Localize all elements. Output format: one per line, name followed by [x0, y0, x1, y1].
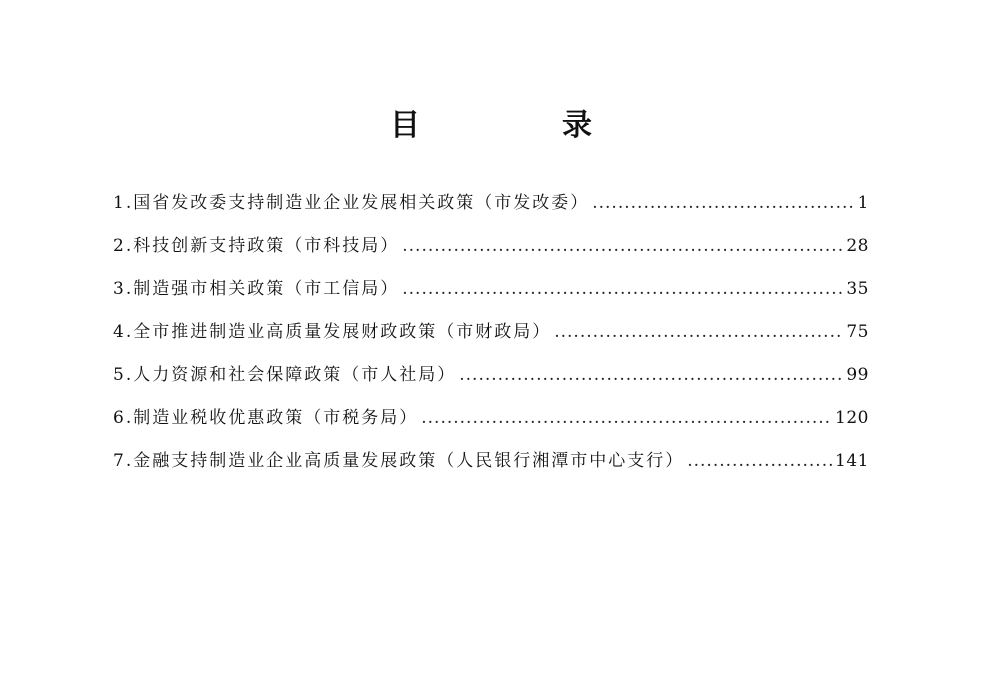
toc-page-number: 141	[835, 451, 869, 471]
toc-leader-dots	[459, 354, 843, 397]
toc-item-2[interactable]	[113, 225, 869, 268]
toc-item-label: 7.金融支持制造业企业高质量发展政策（人民银行湘潭市中心支行）	[113, 451, 685, 471]
toc-item-label: 1.国省发改委支持制造业企业发展相关政策（市发改委）	[113, 193, 590, 213]
toc-page-number: 35	[846, 279, 869, 299]
toc-leader-dots	[592, 182, 854, 225]
toc-page-number: 120	[835, 408, 869, 428]
toc-item-label: 2.科技创新支持政策（市科技局）	[113, 236, 400, 256]
toc-leader-dots	[421, 397, 832, 440]
toc-item-label: 4.全市推进制造业高质量发展财政政策（市财政局）	[113, 322, 552, 342]
toc-item-1[interactable]	[113, 182, 869, 225]
toc-leader-dots	[402, 268, 843, 311]
toc-item-label: 3.制造强市相关政策（市工信局）	[113, 279, 400, 299]
toc-item-7[interactable]	[113, 440, 869, 483]
toc-page-number: 99	[846, 365, 869, 385]
toc-item-label: 5.人力资源和社会保障政策（市人社局）	[113, 365, 457, 385]
toc-page-number: 75	[846, 322, 869, 342]
toc-leader-dots	[554, 311, 843, 354]
toc-leader-dots	[402, 225, 843, 268]
toc-item-3[interactable]	[113, 268, 869, 311]
toc-page-number: 28	[846, 236, 869, 256]
toc-item-4[interactable]	[113, 311, 869, 354]
toc-page-number: 1	[857, 193, 869, 213]
toc-item-5[interactable]	[113, 354, 869, 397]
table-of-contents	[113, 182, 869, 483]
toc-item-label: 6.制造业税收优惠政策（市税务局）	[113, 408, 419, 428]
toc-item-6[interactable]	[113, 397, 869, 440]
page-title: 目 录	[390, 108, 648, 143]
toc-leader-dots	[687, 440, 832, 483]
